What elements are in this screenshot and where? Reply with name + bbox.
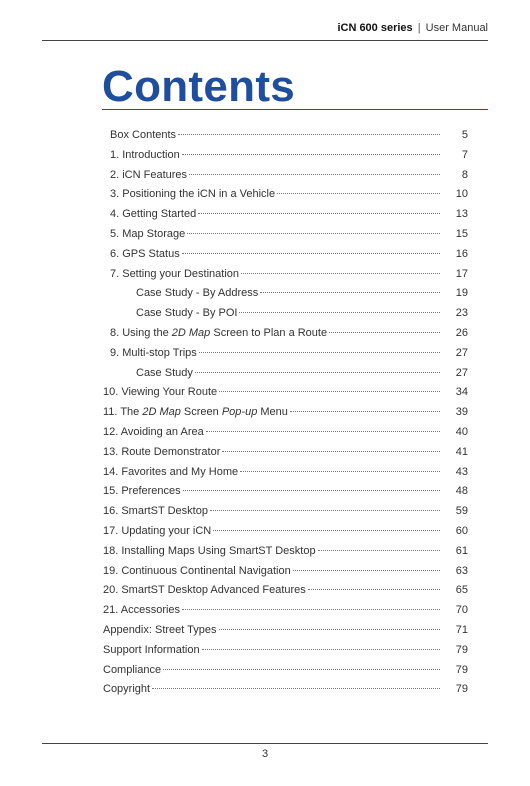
toc-entry-page: 63: [455, 564, 468, 577]
toc-entry-title: [103, 502, 208, 522]
toc-entry-page: 26: [455, 326, 468, 339]
toc-entry-title: [110, 344, 197, 364]
dot-leader: [182, 253, 440, 254]
toc-entry-title: [110, 225, 185, 245]
page-title: Contents: [102, 62, 296, 111]
toc-entry-title: [110, 245, 180, 265]
toc-entry-title: [103, 661, 161, 681]
dot-leader: [210, 510, 440, 511]
toc-entry-page: 79: [455, 683, 468, 696]
header-manual: User Manual: [425, 22, 488, 34]
toc-entry-title-text: 5. Map Storage: [110, 227, 186, 240]
toc-entry[interactable]: [0, 680, 530, 700]
toc-entry-title: [110, 205, 196, 225]
toc-entry[interactable]: [0, 443, 530, 463]
toc-entry-page: 79: [455, 663, 468, 676]
toc-entry-title-text: Screen to Plan a Route: [210, 326, 328, 339]
toc-entry-title: [136, 284, 258, 304]
toc-entry-title-text: 15. Preferences: [103, 485, 181, 498]
dot-leader: [277, 193, 440, 194]
table-of-contents: [0, 126, 530, 700]
toc-entry[interactable]: [0, 661, 530, 681]
toc-entry-title: [103, 601, 180, 621]
toc-entry-page: 7: [461, 148, 468, 161]
toc-entry-title-text: 16. SmartST Desktop: [103, 505, 208, 518]
toc-entry-title-text: Box Contents: [110, 129, 177, 141]
toc-entry[interactable]: [0, 245, 530, 265]
toc-entry[interactable]: [0, 522, 530, 542]
toc-entry-title-italic: 2D Map: [171, 326, 211, 339]
title-rule: [102, 109, 488, 110]
dot-leader: [199, 352, 440, 353]
toc-entry[interactable]: [0, 542, 530, 562]
toc-entry[interactable]: [0, 225, 530, 245]
toc-entry-page: 79: [455, 643, 468, 656]
dot-leader: [182, 609, 440, 610]
toc-entry-page: 71: [455, 623, 468, 636]
toc-entry[interactable]: [0, 265, 530, 285]
toc-entry[interactable]: [0, 166, 530, 186]
toc-entry-title-text: Case Study - By Address: [136, 287, 259, 300]
toc-entry-title: [103, 383, 217, 403]
toc-entry-page: 19: [455, 287, 468, 300]
toc-entry-page: 70: [455, 604, 468, 617]
dot-leader: [239, 312, 440, 313]
toc-entry-title-text: Menu: [257, 406, 288, 419]
toc-entry[interactable]: [0, 146, 530, 166]
toc-entry-page: 60: [455, 524, 468, 537]
toc-entry-page: 8: [461, 168, 468, 181]
toc-entry-title: [103, 423, 204, 443]
toc-entry-title-text: Case Study: [136, 366, 193, 379]
toc-entry[interactable]: [0, 502, 530, 522]
toc-entry-page: 16: [455, 247, 468, 260]
toc-entry-page: 10: [455, 188, 468, 201]
toc-entry[interactable]: [0, 601, 530, 621]
toc-entry-title-text: 2. iCN Features: [110, 168, 188, 181]
toc-entry-title: [103, 562, 291, 582]
dot-leader: [206, 431, 440, 432]
toc-entry[interactable]: [0, 581, 530, 601]
dot-leader: [219, 629, 440, 630]
header-separator: |: [417, 22, 421, 34]
dot-leader: [308, 589, 440, 590]
toc-entry[interactable]: [0, 284, 530, 304]
toc-entry-page: 39: [455, 406, 468, 419]
toc-entry-title: [110, 324, 327, 344]
toc-entry[interactable]: [0, 482, 530, 502]
toc-entry[interactable]: [0, 383, 530, 403]
dot-leader: [260, 292, 440, 293]
toc-entry-title: [103, 641, 200, 661]
dot-leader: [178, 134, 440, 135]
toc-entry-page: 27: [455, 346, 468, 359]
toc-entry-title: [103, 542, 316, 562]
dot-leader: [219, 391, 440, 392]
toc-entry-title: [103, 621, 217, 641]
dot-leader: [163, 669, 440, 670]
toc-entry-title-text: 4. Getting Started: [110, 208, 197, 221]
dot-leader: [189, 174, 440, 175]
toc-entry-title: [136, 364, 193, 384]
dot-leader: [187, 233, 440, 234]
toc-entry[interactable]: [0, 562, 530, 582]
toc-entry-title-text: 17. Updating your iCN: [103, 524, 212, 537]
toc-entry-title-text: 6. GPS Status: [110, 247, 180, 260]
toc-entry-title-text: Copyright: [103, 683, 151, 696]
toc-entry-title: [110, 265, 239, 285]
toc-entry-title: [110, 146, 180, 166]
toc-entry-page: 15: [455, 227, 468, 240]
toc-entry-title: [103, 463, 238, 483]
dot-leader: [213, 530, 440, 531]
toc-entry-title: [103, 581, 306, 601]
dot-leader: [293, 570, 440, 571]
dot-leader: [241, 273, 440, 274]
toc-entry[interactable]: [0, 205, 530, 225]
toc-entry-title-text: 10. Viewing Your Route: [103, 386, 218, 399]
toc-entry-title-text: 20. SmartST Desktop Advanced Features: [103, 584, 306, 597]
toc-entry[interactable]: [0, 621, 530, 641]
toc-entry-title-text: 18. Installing Maps Using SmartST Desktop: [103, 544, 316, 557]
header-series: iCN 600 series: [337, 22, 413, 34]
toc-entry-title-text: 9. Multi-stop Trips: [110, 346, 197, 359]
dot-leader: [318, 550, 440, 551]
toc-entry-title: [103, 522, 211, 542]
dot-leader: [198, 213, 440, 214]
toc-entry-title-text: 21. Accessories: [103, 604, 181, 617]
toc-entry-page: 43: [455, 465, 468, 478]
dot-leader: [202, 649, 440, 650]
dot-leader: [195, 372, 440, 373]
toc-entry-title-text: 1. Introduction: [110, 148, 180, 161]
toc-entry[interactable]: [0, 364, 530, 384]
toc-entry-title: [103, 680, 150, 700]
toc-entry-page: 41: [455, 445, 468, 458]
dot-leader: [183, 490, 440, 491]
toc-entry-title-text: 11. The: [103, 406, 143, 419]
toc-entry[interactable]: [0, 463, 530, 483]
footer-rule: [42, 743, 488, 744]
toc-entry-page: 48: [455, 485, 468, 498]
header-rule: [42, 40, 488, 41]
toc-entry[interactable]: [0, 344, 530, 364]
dot-leader: [240, 471, 440, 472]
dot-leader: [329, 332, 440, 333]
dot-leader: [290, 411, 440, 412]
toc-entry-page: 61: [455, 544, 468, 557]
toc-entry[interactable]: [0, 324, 530, 344]
dot-leader: [152, 688, 440, 689]
toc-entry-page: 23: [455, 307, 468, 320]
toc-entry-page: 65: [455, 584, 468, 597]
toc-entry-title: [110, 126, 176, 146]
toc-entry-page: 5: [461, 129, 468, 141]
toc-entry-title: [103, 403, 288, 423]
toc-entry-title: [103, 482, 181, 502]
page-number: 3: [261, 748, 269, 760]
toc-entry-page: 13: [455, 208, 468, 221]
toc-entry-title: [136, 304, 237, 324]
toc-entry-title-text: Case Study - By POI: [136, 307, 238, 320]
toc-entry-title-text: 19. Continuous Continental Navigation: [103, 564, 291, 577]
toc-entry-title-text: 14. Favorites and My Home: [103, 465, 239, 478]
toc-entry-title-italic: Pop-up: [221, 406, 258, 419]
toc-entry-page: 34: [455, 386, 468, 399]
toc-entry-title-text: Support Information: [103, 643, 200, 656]
toc-entry[interactable]: [0, 403, 530, 423]
toc-entry-page: 40: [455, 425, 468, 438]
toc-entry[interactable]: [0, 641, 530, 661]
toc-entry-title-text: 12. Avoiding an Area: [103, 425, 204, 438]
toc-entry[interactable]: [0, 304, 530, 324]
toc-entry-title-italic: 2D Map: [142, 406, 181, 419]
toc-entry-title-text: Appendix: Street Types: [103, 623, 217, 636]
toc-entry-title-text: Screen: [180, 406, 222, 419]
toc-entry[interactable]: [0, 126, 530, 146]
toc-entry-page: 17: [455, 267, 468, 280]
toc-entry-title: [110, 166, 187, 186]
toc-entry[interactable]: [0, 185, 530, 205]
toc-entry-title-text: 13. Route Demonstrator: [103, 445, 221, 458]
toc-entry-title-text: 7. Setting your Destination: [110, 267, 240, 280]
toc-entry-page: 59: [455, 505, 468, 518]
toc-entry-title-text: Compliance: [103, 663, 162, 676]
toc-entry-title: [110, 185, 275, 205]
running-header: [337, 22, 488, 34]
toc-entry-title-text: 8. Using the: [110, 326, 172, 339]
toc-entry[interactable]: [0, 423, 530, 443]
toc-entry-title-text: 3. Positioning the iCN in a Vehicle: [110, 188, 276, 201]
toc-entry-page: 27: [455, 366, 468, 379]
toc-entry-title: [103, 443, 220, 463]
dot-leader: [222, 451, 440, 452]
dot-leader: [182, 154, 440, 155]
